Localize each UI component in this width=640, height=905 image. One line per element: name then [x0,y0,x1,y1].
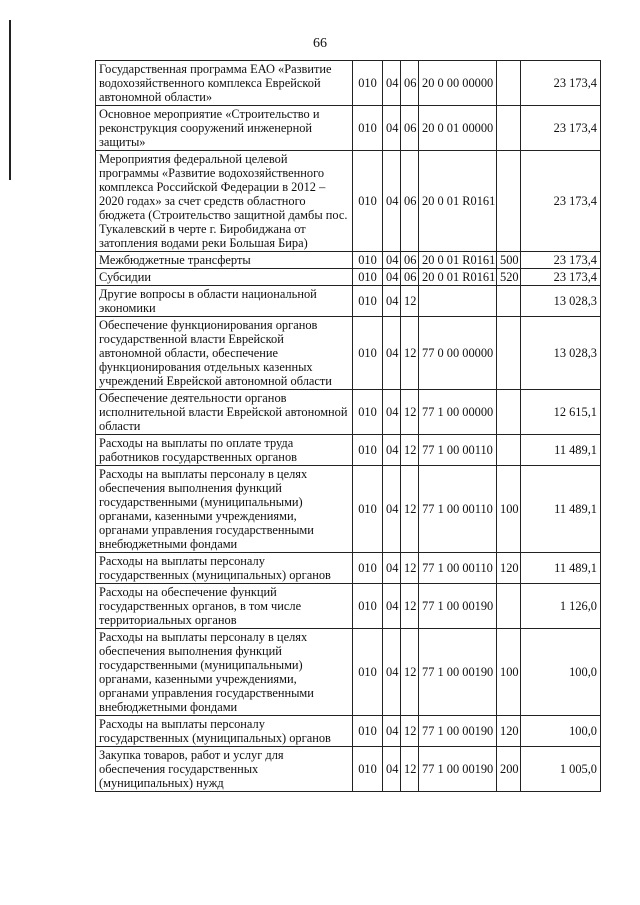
expense-type-code [497,106,521,151]
ministry-code: 010 [353,252,383,269]
row-name: Субсидии [96,269,353,286]
expense-type-code [497,317,521,390]
ministry-code: 010 [353,584,383,629]
target-article-code: 20 0 01 R0161 [419,151,497,252]
subsection-code: 12 [401,747,419,792]
table-row [96,390,601,435]
table-row [96,61,601,106]
ministry-code: 010 [353,716,383,747]
row-name: Другие вопросы в области национальной экономики [96,286,353,317]
subsection-code: 12 [401,629,419,716]
expense-type-code: 120 [497,553,521,584]
amount: 23 173,4 [521,61,601,106]
ministry-code: 010 [353,390,383,435]
ministry-code: 010 [353,317,383,390]
ministry-code: 010 [353,466,383,553]
row-name: Межбюджетные трансферты [96,252,353,269]
subsection-code: 12 [401,317,419,390]
section-code: 04 [383,151,401,252]
amount: 1 005,0 [521,747,601,792]
row-name: Расходы на выплаты персоналу в целях обеспечения выполнения функций государственными (муниципальными) органами, казенными учреждениями, органами управления государственными внебюджетными фондами [96,466,353,553]
target-article-code: 77 1 00 00110 [419,435,497,466]
row-name: Расходы на выплаты по оплате труда работников государственных органов [96,435,353,466]
expense-type-code [497,61,521,106]
row-name: Расходы на выплаты персоналу государственных (муниципальных) органов [96,553,353,584]
target-article-code: 77 1 00 00110 [419,553,497,584]
subsection-code: 06 [401,269,419,286]
expense-type-code [497,390,521,435]
table-body [96,61,601,792]
target-article-code: 77 1 00 00190 [419,716,497,747]
target-article-code: 77 1 00 00190 [419,747,497,792]
table-row [96,252,601,269]
section-code: 04 [383,269,401,286]
subsection-code: 12 [401,716,419,747]
ministry-code: 010 [353,269,383,286]
row-name: Расходы на обеспечение функций государственных органов, в том числе территориальных органов [96,584,353,629]
row-name: Обеспечение деятельности органов исполнительной власти Еврейской автономной области [96,390,353,435]
expense-type-code [497,286,521,317]
ministry-code: 010 [353,553,383,584]
ministry-code: 010 [353,151,383,252]
section-code: 04 [383,252,401,269]
section-code: 04 [383,553,401,584]
target-article-code: 77 1 00 00190 [419,629,497,716]
target-article-code: 77 1 00 00000 [419,390,497,435]
target-article-code: 20 0 01 00000 [419,106,497,151]
row-name: Основное мероприятие «Строительство и реконструкция сооружений инженерной защиты» [96,106,353,151]
ministry-code: 010 [353,106,383,151]
subsection-code: 12 [401,466,419,553]
table-row [96,466,601,553]
expense-type-code [497,584,521,629]
subsection-code: 12 [401,390,419,435]
section-code: 04 [383,747,401,792]
table-row [96,747,601,792]
amount: 23 173,4 [521,252,601,269]
subsection-code: 12 [401,553,419,584]
section-code: 04 [383,61,401,106]
section-code: 04 [383,584,401,629]
section-code: 04 [383,317,401,390]
row-name: Государственная программа ЕАО «Развитие водохозяйственного комплекса Еврейской автономной области» [96,61,353,106]
table-row [96,584,601,629]
amount: 13 028,3 [521,286,601,317]
amount: 13 028,3 [521,317,601,390]
expense-type-code: 100 [497,466,521,553]
table-row [96,716,601,747]
section-code: 04 [383,716,401,747]
subsection-code: 06 [401,61,419,106]
amount: 11 489,1 [521,553,601,584]
section-code: 04 [383,106,401,151]
subsection-code: 12 [401,286,419,317]
target-article-code: 77 1 00 00110 [419,466,497,553]
amount: 1 126,0 [521,584,601,629]
table-row [96,269,601,286]
table-row [96,553,601,584]
section-code: 04 [383,466,401,553]
table-row [96,317,601,390]
table-row [96,106,601,151]
expense-type-code [497,435,521,466]
expense-type-code: 120 [497,716,521,747]
table-row [96,286,601,317]
amount: 23 173,4 [521,269,601,286]
amount: 23 173,4 [521,151,601,252]
ministry-code: 010 [353,629,383,716]
section-code: 04 [383,435,401,466]
expense-type-code [497,151,521,252]
row-name: Закупка товаров, работ и услуг для обеспечения государственных (муниципальных) нужд [96,747,353,792]
target-article-code: 20 0 00 00000 [419,61,497,106]
subsection-code: 12 [401,584,419,629]
page-number: 66 [313,36,327,51]
subsection-code: 06 [401,252,419,269]
section-code: 04 [383,286,401,317]
row-name: Обеспечение функционирования органов государственной власти Еврейской автономной области, обеспечение функционирования отдельных казенных учреждений Еврейской автономной области [96,317,353,390]
expense-type-code: 500 [497,252,521,269]
expense-type-code: 200 [497,747,521,792]
ministry-code: 010 [353,435,383,466]
target-article-code: 20 0 01 R0161 [419,252,497,269]
table-row [96,435,601,466]
section-code: 04 [383,629,401,716]
table-row [96,151,601,252]
expense-type-code: 520 [497,269,521,286]
subsection-code: 12 [401,435,419,466]
table-row [96,629,601,716]
section-code: 04 [383,390,401,435]
expense-type-code: 100 [497,629,521,716]
amount: 100,0 [521,629,601,716]
amount: 100,0 [521,716,601,747]
row-name: Мероприятия федеральной целевой программы «Развитие водохозяйственного комплекса Российской Федерации в 2012 – 2020 годах» за счет средств областного бюджета (Строительство защитной дамбы пос. Тукалевский в черте г. Биробиджана от затопления водами реки Большая Бира) [96,151,353,252]
budget-table [95,60,601,792]
target-article-code: 20 0 01 R0161 [419,269,497,286]
amount: 23 173,4 [521,106,601,151]
target-article-code: 77 1 00 00190 [419,584,497,629]
row-name: Расходы на выплаты персоналу государственных (муниципальных) органов [96,716,353,747]
ministry-code: 010 [353,747,383,792]
amount: 11 489,1 [521,466,601,553]
row-name: Расходы на выплаты персоналу в целях обеспечения выполнения функций государственными (муниципальными) органами, казенными учреждениями, органами управления государственными внебюджетными фондами [96,629,353,716]
ministry-code: 010 [353,286,383,317]
target-article-code: 77 0 00 00000 [419,317,497,390]
ministry-code: 010 [353,61,383,106]
subsection-code: 06 [401,106,419,151]
amount: 12 615,1 [521,390,601,435]
subsection-code: 06 [401,151,419,252]
target-article-code [419,286,497,317]
amount: 11 489,1 [521,435,601,466]
